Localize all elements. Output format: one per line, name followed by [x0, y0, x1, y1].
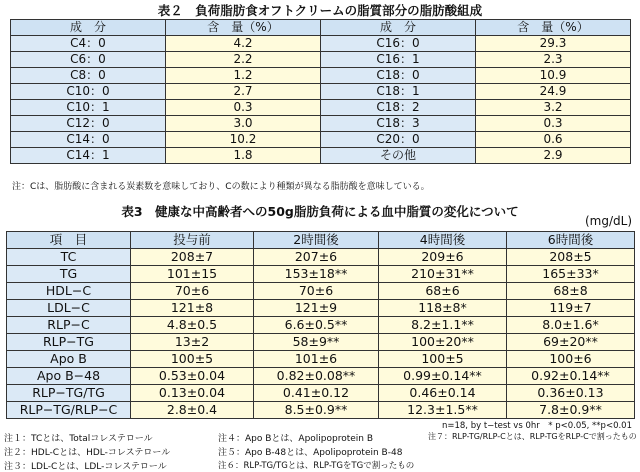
value-cell: 12.3±1.5** [379, 402, 507, 419]
value-cell: 209±6 [379, 249, 507, 266]
component-cell: C10：1 [11, 100, 166, 116]
value-cell: 13±2 [131, 334, 254, 351]
value-cell: 70±6 [131, 283, 254, 300]
table-row [11, 116, 631, 132]
item-cell: HDL−C [7, 283, 131, 300]
component-cell: C12：0 [11, 116, 166, 132]
item-cell: RLP−C [7, 317, 131, 334]
item-cell: Apo B [7, 351, 131, 368]
value-cell: 165±33* [507, 266, 635, 283]
value-cell: 70±6 [254, 283, 379, 300]
content-cell: 1.8 [166, 148, 321, 164]
value-cell: 58±9** [254, 334, 379, 351]
value-cell: 100±6 [507, 351, 635, 368]
component-cell: C4：0 [11, 36, 166, 52]
value-cell: 8.2±1.1** [379, 317, 507, 334]
content-cell: 29.3 [476, 36, 631, 52]
table3-unit: (mg/dL) [584, 214, 632, 228]
component-cell: C14：1 [11, 148, 166, 164]
value-cell: 118±8* [379, 300, 507, 317]
content-cell: 2.2 [166, 52, 321, 68]
table3-header: 項 目 [7, 232, 131, 249]
item-cell: RLP−TG/TG [7, 385, 131, 402]
table-row [11, 36, 631, 52]
item-cell: Apo B−48 [7, 368, 131, 385]
table-row [11, 100, 631, 116]
table-row [11, 68, 631, 84]
table-row [7, 317, 635, 334]
value-cell: 208±5 [507, 249, 635, 266]
fatty-acid-table [10, 19, 631, 164]
value-cell: 8.0±1.6* [507, 317, 635, 334]
item-cell: LDL−C [7, 300, 131, 317]
component-cell: C18：3 [321, 116, 476, 132]
component-cell: C20：0 [321, 132, 476, 148]
component-cell: C16：0 [321, 36, 476, 52]
value-cell: 100±5 [131, 351, 254, 368]
item-cell: TG [7, 266, 131, 283]
value-cell: 0.13±0.04 [131, 385, 254, 402]
table3-header: 投与前 [131, 232, 254, 249]
component-cell: その他 [321, 148, 476, 164]
value-cell: 4.8±0.5 [131, 317, 254, 334]
value-cell: 69±20** [507, 334, 635, 351]
value-cell: 8.5±0.9** [254, 402, 379, 419]
content-cell: 0.3 [166, 100, 321, 116]
table2-title: 表２ 負荷脂肪食オフトクリームの脂質部分の脂肪酸組成 [157, 3, 483, 18]
value-cell: 6.6±0.5** [254, 317, 379, 334]
component-cell: C10：0 [11, 84, 166, 100]
value-cell: 0.82±0.08** [254, 368, 379, 385]
table-row [7, 249, 635, 266]
content-cell: 10.9 [476, 68, 631, 84]
value-cell: 68±8 [507, 283, 635, 300]
stat-note: n=18, by t−test vs 0hr * p<0.05, **p<0.01 [441, 421, 632, 431]
value-cell: 119±7 [507, 300, 635, 317]
table-row [7, 385, 635, 402]
table3-title: 表3 健康な中高齢者への50g脂肪負荷による血中脂質の変化について [121, 204, 519, 219]
value-cell: 121±8 [131, 300, 254, 317]
component-cell: C18：2 [321, 100, 476, 116]
value-cell: 207±6 [254, 249, 379, 266]
table-row [11, 84, 631, 100]
component-cell: C18：0 [321, 68, 476, 84]
content-cell: 1.2 [166, 68, 321, 84]
component-cell: C8：0 [11, 68, 166, 84]
value-cell: 0.36±0.13 [507, 385, 635, 402]
content-cell: 0.3 [476, 116, 631, 132]
table-row [7, 266, 635, 283]
value-cell: 2.8±0.4 [131, 402, 254, 419]
content-cell: 3.0 [166, 116, 321, 132]
item-cell: TC [7, 249, 131, 266]
content-cell: 10.2 [166, 132, 321, 148]
note-3: 注３：LDL-Cとは、LDL-コレステロール [4, 462, 167, 472]
table-row [11, 148, 631, 164]
table3-header: 6時間後 [507, 232, 635, 249]
value-cell: 101±6 [254, 351, 379, 368]
value-cell: 7.8±0.9** [507, 402, 635, 419]
table-row [7, 300, 635, 317]
value-cell: 121±9 [254, 300, 379, 317]
content-cell: 2.9 [476, 148, 631, 164]
content-cell: 24.9 [476, 84, 631, 100]
note-1: 注１：TCとは、Totalコレステロール [4, 434, 153, 444]
value-cell: 0.53±0.04 [131, 368, 254, 385]
table-row [7, 402, 635, 419]
value-cell: 100±20** [379, 334, 507, 351]
note-6: 注６：RLP-TG/TGとは、RLP-TGをTGで割ったもの [218, 461, 415, 471]
value-cell: 208±7 [131, 249, 254, 266]
table-row [7, 368, 635, 385]
component-cell: C14：0 [11, 132, 166, 148]
blood-lipid-table [6, 231, 635, 419]
content-cell: 3.2 [476, 100, 631, 116]
table-row [11, 52, 631, 68]
table3-header-row [7, 232, 635, 249]
value-cell: 0.41±0.12 [254, 385, 379, 402]
value-cell: 153±18** [254, 266, 379, 283]
table-row [7, 283, 635, 300]
value-cell: 0.92±0.14** [507, 368, 635, 385]
table3-header: 4時間後 [379, 232, 507, 249]
component-cell: C6：0 [11, 52, 166, 68]
item-cell: RLP−TG/RLP−C [7, 402, 131, 419]
table2-note: 注：Cは、脂肪酸に含まれる炭素数を意味しており、Cの数により種類が異なる脂肪酸を意味している。 [12, 182, 430, 192]
table-row [7, 351, 635, 368]
content-cell: 0.6 [476, 132, 631, 148]
content-cell: 4.2 [166, 36, 321, 52]
note-7: 注７：RLP-TG/RLP-Cとは、RLP-TGをRLP-Cで割ったもの [428, 432, 637, 441]
table2-header: 成 分 [321, 20, 476, 36]
content-cell: 2.7 [166, 84, 321, 100]
value-cell: 0.99±0.14** [379, 368, 507, 385]
component-cell: C16：1 [321, 52, 476, 68]
note-5: 注５：Apo B-48とは、Apolipoprotein B-48 [218, 448, 403, 458]
table3-header: 2時間後 [254, 232, 379, 249]
value-cell: 0.46±0.14 [379, 385, 507, 402]
table-row [7, 334, 635, 351]
table-row [11, 132, 631, 148]
value-cell: 210±31** [379, 266, 507, 283]
value-cell: 101±15 [131, 266, 254, 283]
component-cell: C18：1 [321, 84, 476, 100]
table2-header: 成 分 [11, 20, 166, 36]
table2-header-row [11, 20, 631, 36]
table2-header: 含 量（%） [166, 20, 321, 36]
value-cell: 68±6 [379, 283, 507, 300]
content-cell: 2.3 [476, 52, 631, 68]
value-cell: 100±5 [379, 351, 507, 368]
table2-header: 含 量（%） [476, 20, 631, 36]
note-4: 注４：Apo Bとは、Apolipoprotein B [218, 434, 374, 444]
note-2: 注２：HDL-Cとは、HDL-コレステロール [4, 448, 171, 458]
item-cell: RLP−TG [7, 334, 131, 351]
